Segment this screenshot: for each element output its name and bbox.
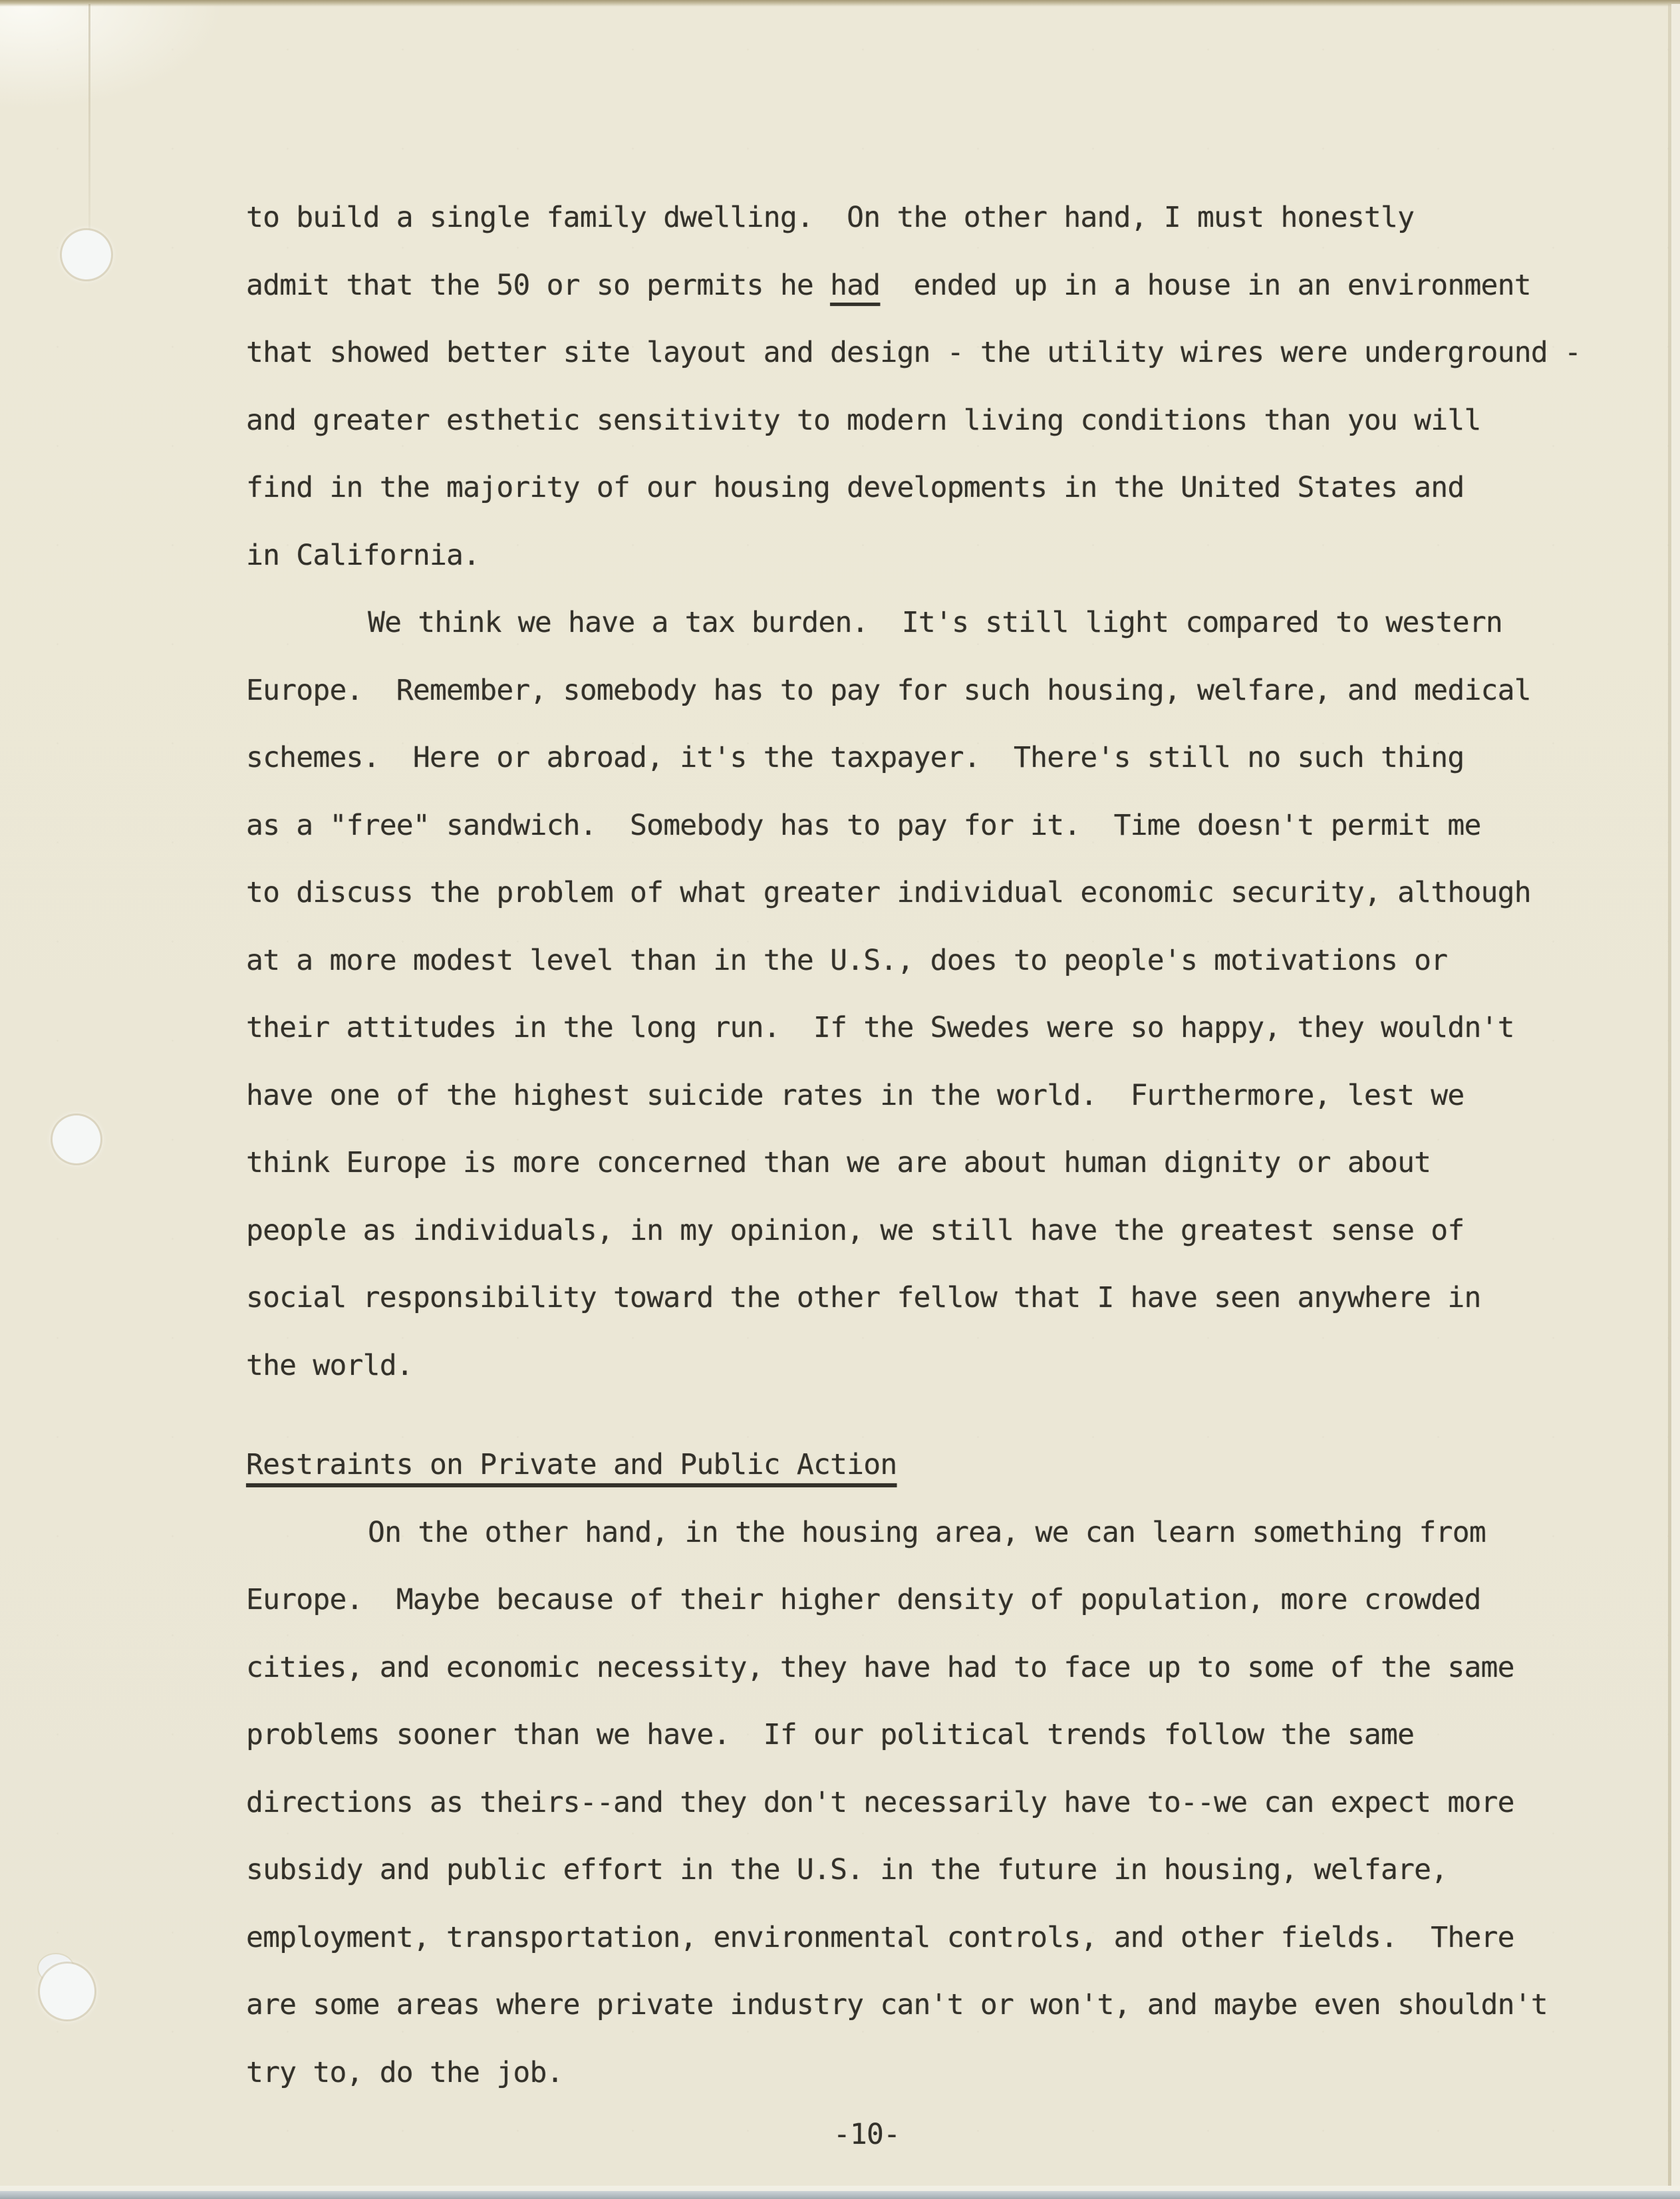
scan-right-edge <box>1668 4 1671 2191</box>
text-segment: Europe. Remember, somebody has to pay for such housing, welfare, and medical <box>246 673 1531 707</box>
text-segment: On the other hand, in the housing area, we can learn something from <box>368 1515 1486 1549</box>
text-line <box>246 1634 1616 1702</box>
text-line <box>246 454 1616 522</box>
text-segment: employment, transportation, environmental controls, and other fields. There <box>246 1920 1514 1954</box>
text-line <box>246 1972 1616 2039</box>
text-line <box>246 387 1616 455</box>
text-segment: their attitudes in the long run. If the Swedes were so happy, they wouldn't <box>246 1011 1514 1044</box>
text-line <box>246 522 1616 590</box>
text-line <box>246 657 1616 725</box>
underlined-text: Restraints on Private and Public Action <box>246 1448 897 1481</box>
text-segment: have one of the highest suicide rates in the world. Furthermore, lest we <box>246 1078 1465 1112</box>
text-line <box>246 184 1616 252</box>
text-line <box>246 1264 1616 1332</box>
page-number: -10- <box>833 2118 901 2151</box>
section-heading <box>246 1431 1616 1499</box>
text-line <box>246 1499 1616 1567</box>
text-line <box>246 1062 1616 1130</box>
text-line <box>246 1129 1616 1197</box>
text-segment: in California. <box>246 538 480 572</box>
text-line <box>246 1769 1616 1837</box>
text-line <box>246 1836 1616 1904</box>
text-line <box>246 319 1616 387</box>
scan-bottom-edge <box>0 2191 1680 2199</box>
underlined-text: had <box>830 268 881 302</box>
text-segment: at a more modest level than in the U.S., does to people's motivations or <box>246 943 1448 977</box>
punch-hole-middle <box>53 1115 100 1163</box>
text-line <box>246 1566 1616 1634</box>
text-segment: social responsibility toward the other fellow that I have seen anywhere in <box>246 1281 1481 1314</box>
text-line <box>246 859 1616 927</box>
text-segment: people as individuals, in my opinion, we still have the greatest sense of <box>246 1213 1465 1247</box>
text-line <box>246 927 1616 995</box>
scan-top-edge <box>0 0 1680 7</box>
text-segment: find in the majority of our housing developments in the United States and <box>246 471 1465 504</box>
text-segment: think Europe is more concerned than we are about human dignity or about <box>246 1146 1431 1179</box>
text-line <box>246 792 1616 860</box>
scan-right-margin <box>1671 4 1680 2194</box>
text-line <box>246 1904 1616 1972</box>
text-line <box>246 1197 1616 1265</box>
typed-text-body <box>246 184 1616 2107</box>
text-segment: try to, do the job. <box>246 2055 563 2089</box>
text-line <box>246 724 1616 792</box>
text-segment: We think we have a tax burden. It's still light compared to western <box>368 606 1502 639</box>
text-segment: and greater esthetic sensitivity to modern living conditions than you will <box>246 403 1481 437</box>
scan-bottom-highlight <box>0 2186 1680 2191</box>
text-line <box>246 2039 1616 2107</box>
text-segment: ended up in a house in an environment <box>880 268 1531 302</box>
text-line <box>246 1701 1616 1769</box>
text-segment: the world. <box>246 1348 413 1382</box>
text-line <box>246 994 1616 1062</box>
text-segment: subsidy and public effort in the U.S. in the future in housing, welfare, <box>246 1853 1448 1886</box>
text-segment: cities, and economic necessity, they have had to face up to some of the same <box>246 1650 1514 1684</box>
punch-hole-bottom <box>40 1964 94 2019</box>
text-segment: that showed better site layout and design - the utility wires were underground - <box>246 336 1582 369</box>
text-segment: schemes. Here or abroad, it's the taxpayer. There's still no such thing <box>246 741 1465 774</box>
text-segment: to build a single family dwelling. On the other hand, I must honestly <box>246 201 1415 234</box>
punch-hole-top <box>62 230 111 279</box>
text-segment: problems sooner than we have. If our political trends follow the same <box>246 1718 1415 1751</box>
text-line <box>246 589 1616 657</box>
text-segment: directions as theirs--and they don't necessarily have to--we can expect more <box>246 1785 1514 1819</box>
text-line <box>246 1332 1616 1400</box>
text-segment: to discuss the problem of what greater individual economic security, although <box>246 876 1531 909</box>
text-segment: as a "free" sandwich. Somebody has to pay for it. Time doesn't permit me <box>246 808 1481 842</box>
text-segment: Europe. Maybe because of their higher density of population, more crowded <box>246 1583 1481 1616</box>
text-segment: admit that the 50 or so permits he <box>246 268 831 302</box>
text-segment: are some areas where private industry can't or won't, and maybe even shouldn't <box>246 1988 1548 2021</box>
text-line <box>246 252 1616 320</box>
